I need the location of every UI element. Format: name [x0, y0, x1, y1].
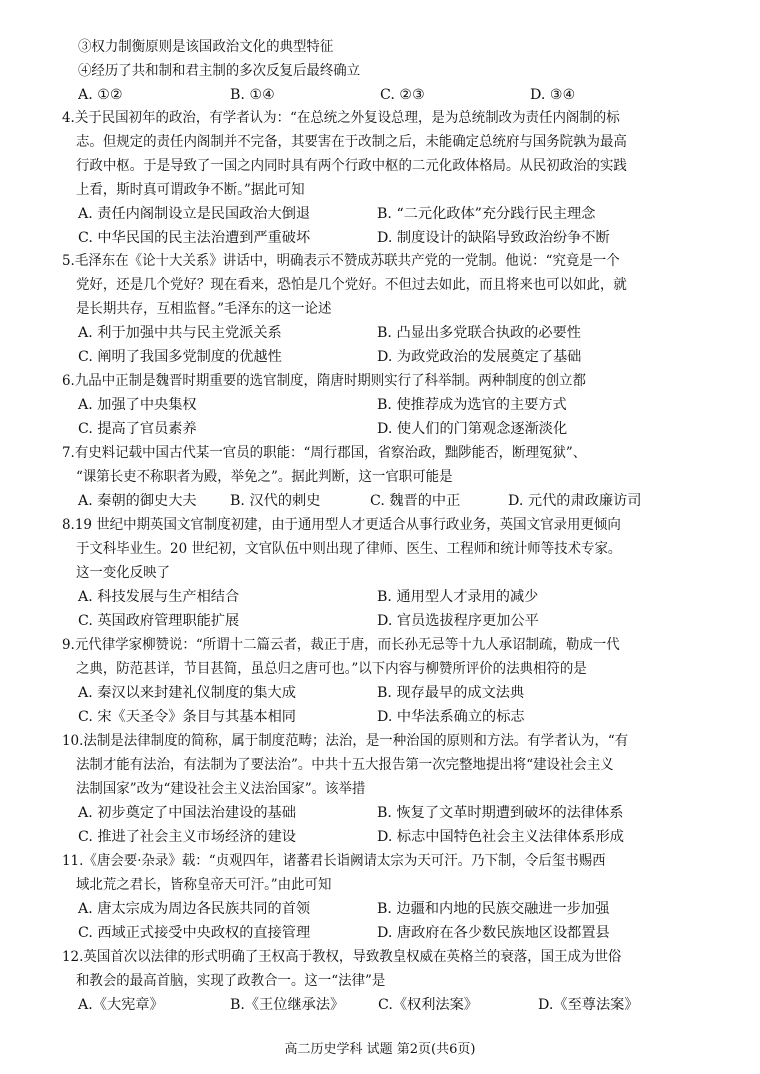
- question-6-line-1: 6.九品中正制是魏晋时期重要的选官制度，隋唐时期则实行了科举制。两种制度的创立都: [62, 373, 586, 389]
- question-6-options-row-1: [78, 396, 760, 414]
- question-12-options: [78, 996, 760, 1014]
- carryover-options: [78, 86, 760, 104]
- option-a: A. ①②: [78, 87, 123, 103]
- option-b: B. 凸显出多党联合执政的必要性: [377, 325, 581, 341]
- option-c: C. 中华民国的民主法治遭到严重破坏: [78, 230, 311, 246]
- question-10-line-3: 法制国家”改为“建设社会主义法治国家”。该举措: [76, 781, 366, 797]
- option-b: B. 汉代的刺史: [230, 493, 321, 509]
- question-9-options-row-2: [78, 708, 760, 726]
- option-d: D. 唐政府在各少数民族地区设都置县: [377, 925, 610, 941]
- option-c: C. ②③: [380, 87, 425, 103]
- question-4-line-1: 4.关于民国初年的政治，有学者认为：“在总统之外复设总理，是为总统制改为责任内阁制的标: [62, 110, 620, 126]
- question-8-line-1: 8.19 世纪中期英国文官制度初建，由于通用型人才更适合从事行政业务，英国文官录用更倾向: [62, 517, 621, 533]
- question-8-line-3: 这一变化反映了: [76, 565, 171, 581]
- option-b: B.《王位继承法》: [230, 997, 345, 1013]
- question-5-line-1: 5.毛泽东在《论十大关系》讲话中，明确表示不赞成苏联共产党的一党制。他说：“究竟是一个: [62, 253, 620, 269]
- question-7-line-1: 7.有史料记载中国古代某一官员的职能：“周行郡国，省察治政，黜陟能否，断理冤狱”、: [62, 445, 587, 461]
- option-b: B. 现存最早的成文法典: [377, 685, 525, 701]
- option-b: B. 使推荐成为选官的主要方式: [377, 397, 567, 413]
- option-a: A. 加强了中央集权: [78, 397, 197, 413]
- option-c: C. 提高了官员素养: [78, 421, 197, 437]
- option-b: B. 通用型人才录用的减少: [377, 589, 539, 605]
- option-c: C. 阐明了我国多党制度的优越性: [78, 349, 282, 365]
- question-4-line-3: 行政中枢。于是导致了一国之内同时具有两个行政中枢的二元化政体格局。从民初政治的实践: [76, 158, 627, 174]
- question-4-options-row-2: [78, 229, 760, 247]
- option-c: C. 推进了社会主义市场经济的建设: [78, 829, 296, 845]
- option-a: A. 唐太宗成为周边各民族共同的首领: [78, 901, 311, 917]
- question-4-line-4: 上看，斯时真可谓政争不断。”据此可知: [76, 182, 305, 198]
- question-5-options-row-2: [78, 348, 760, 366]
- option-a: A. 秦汉以来封建礼仪制度的集大成: [78, 685, 296, 701]
- question-9-line-1: 9.元代律学家柳赞说：“所谓十二篇云者，裁正于唐，而长孙无忌等十九人承诏制疏，勒成一代: [62, 637, 620, 653]
- option-b: B. ①④: [230, 87, 275, 103]
- option-b: B. “二元化政体”充分践行民主理念: [377, 206, 596, 222]
- option-b: B. 恢复了文革时期遭到破坏的法律体系: [377, 805, 624, 821]
- question-12-line-1: 12.英国首次以法律的形式明确了王权高于教权，导致教皇权威在英格兰的衰落，国王成为世俗: [62, 949, 622, 965]
- question-8-options-row-1: [78, 588, 760, 606]
- option-c: C. 英国政府管理职能扩展: [78, 613, 240, 629]
- page-footer: 高二历史学科 试题 第2页(共6页): [284, 1042, 476, 1057]
- question-10-options-row-1: [78, 804, 760, 822]
- option-c: C. 魏晋的中正: [370, 493, 461, 509]
- question-5-line-2: 党好，还是几个党好？现在看来，恐怕是几个党好。不但过去如此，而且将来也可以如此，就: [76, 277, 627, 293]
- option-d: D. ③④: [530, 87, 576, 103]
- question-5-line-3: 是长期共存，互相监督。”毛泽东的这一论述: [76, 301, 332, 317]
- option-d: D. 中华法系确立的标志: [377, 709, 525, 725]
- option-b: B. 边疆和内地的民族交融进一步加强: [377, 901, 610, 917]
- question-11-line-1: 11.《唐会要·杂录》载：“贞观四年，诸蕃君长诣阙请太宗为天可汗。乃下制，令后玺书赐西: [62, 853, 606, 869]
- question-4-line-2: 志。但规定的责任内阁制并不完备，其要害在于改制之后，未能确定总统府与国务院孰为最高: [76, 134, 627, 150]
- carryover-item-3: ③权力制衡原则是该国政治文化的典型特征: [78, 39, 334, 55]
- question-7-line-2: “课第长吏不称职者为殿，举免之”。据此判断，这一官职可能是: [76, 469, 453, 485]
- option-c: C. 西域正式接受中央政权的直接管理: [78, 925, 311, 941]
- option-a: A. 科技发展与生产相结合: [78, 589, 240, 605]
- question-7-options: [78, 492, 760, 510]
- question-10-line-2: 法制才能有法治，有法制为了要法治”。中共十五大报告第一次完整地提出将“建设社会主义: [76, 757, 614, 773]
- option-a: A. 初步奠定了中国法治建设的基础: [78, 805, 296, 821]
- option-a: A. 责任内阁制设立是民国政治大倒退: [78, 206, 311, 222]
- option-c: C. 宋《天圣令》条目与其基本相同: [78, 709, 296, 725]
- question-8-options-row-2: [78, 612, 760, 630]
- question-6-options-row-2: [78, 420, 760, 438]
- option-d: D. 元代的肃政廉访司: [508, 493, 642, 509]
- question-12-line-2: 和教会的最高首脑，实现了政教合一。这一“法律”是: [76, 973, 386, 989]
- question-9-line-2: 之典，防范甚详，节目甚简，虽总归之唐可也。”以下内容与柳赞所评价的法典相符的是: [76, 661, 587, 677]
- option-a: A.《大宪章》: [78, 997, 164, 1013]
- question-11-options-row-2: [78, 924, 760, 942]
- option-a: A. 利于加强中共与民主党派关系: [78, 325, 282, 341]
- option-c: C.《权利法案》: [378, 997, 478, 1013]
- question-5-options-row-1: [78, 324, 760, 342]
- question-4-options-row-1: [78, 205, 760, 223]
- carryover-item-4: ④经历了共和制和君主制的多次反复后最终确立: [78, 63, 361, 79]
- option-d: D. 制度设计的缺陷导致政治纷争不断: [377, 230, 610, 246]
- question-9-options-row-1: [78, 684, 760, 702]
- question-10-line-1: 10.法制是法律制度的简称，属于制度范畴；法治，是一种治国的原则和方法。有学者认为，“有: [62, 733, 629, 749]
- option-d: D. 标志中国特色社会主义法律体系形成: [377, 829, 624, 845]
- option-d: D. 为政党政治的发展奠定了基础: [377, 349, 582, 365]
- question-11-line-2: 域北荒之君长，皆称皇帝天可汗。”由此可知: [76, 877, 332, 893]
- option-d: D. 使人们的门第观念逐渐淡化: [377, 421, 568, 437]
- option-a: A. 秦朝的御史大夫: [78, 493, 197, 509]
- question-11-options-row-1: [78, 900, 760, 918]
- option-d: D.《至尊法案》: [538, 997, 639, 1013]
- option-d: D. 官员选拔程序更加公平: [377, 613, 539, 629]
- question-8-line-2: 于文科毕业生。20 世纪初，文官队伍中则出现了律师、医生、工程师和统计师等技术专家。: [76, 541, 622, 557]
- question-10-options-row-2: [78, 828, 760, 846]
